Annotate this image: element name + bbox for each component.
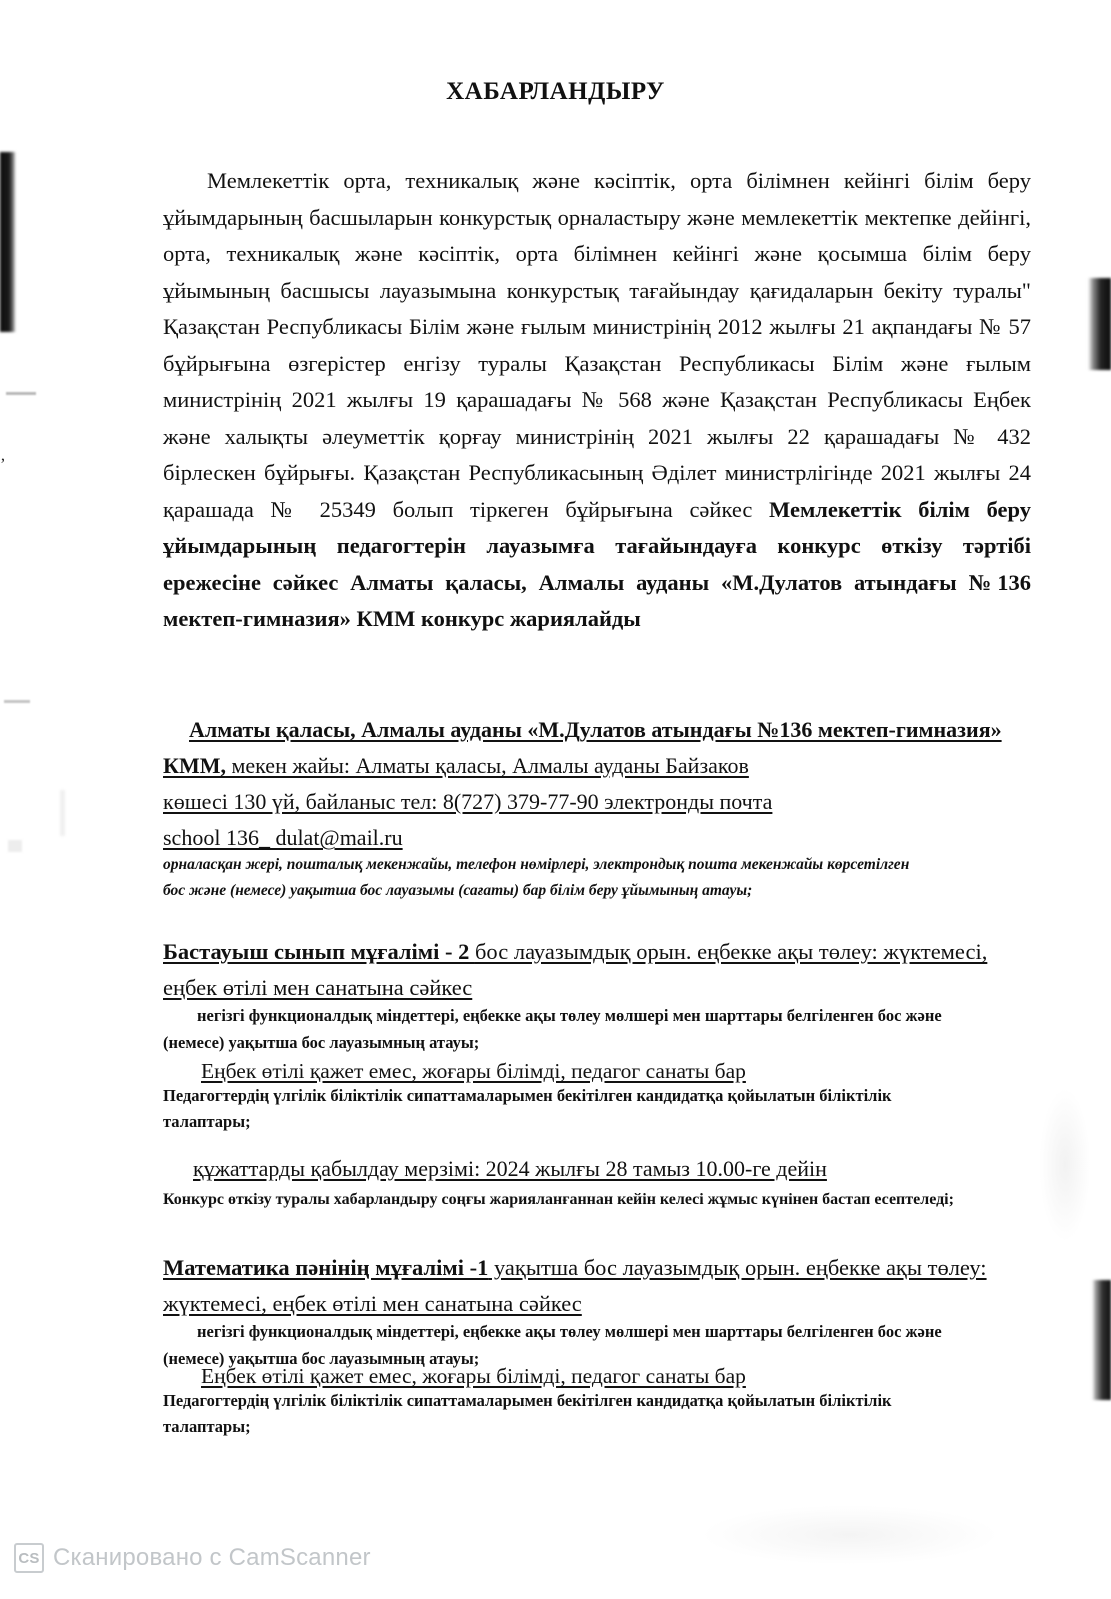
application-deadline: құжаттарды қабылдау мерзімі: 2024 жылғы 28 тамыз 10.00-ге дейін [193,1156,827,1181]
page-title: ХАБАРЛАНДЫРУ [446,78,665,105]
scan-speck-a [6,392,36,395]
main-paragraph [163,163,1031,638]
organization-email[interactable]: school 136_ dulat@mail.ru [163,825,403,850]
address-caption-line-1: орналасқан жері, пошталық мекенжайы, телефон нөмірлері, электрондық пошта мекенжайы көрсетілген [163,856,910,873]
address-caption-line-2: бос және (немесе) уақытша бос лауазымы (сағаты) бар білім беру ұйымының атауы; [163,882,753,899]
camscanner-watermark [14,1543,371,1573]
vacancy-2-qual-line-1: Педагогтердің үлгілік біліктілік сипаттамаларымен бекітілген кандидатқа қойылатын біліктілік [163,1391,892,1410]
scan-speck-b: ʼ [0,455,6,474]
vacancy-1-title [163,934,1031,1006]
vacancy-1-title-rest: бос лауазымдық орын. еңбекке ақы төлеу: жүктемесі, еңбек өтілі мен санатына сәйкес [163,939,988,1000]
scan-edge-artifact-right-top [1088,278,1111,370]
scan-smudge-bottom [700,1505,1000,1565]
scan-edge-artifact-right-bottom [1092,1280,1111,1400]
vacancy-1-qualification-note [163,1083,963,1135]
vacancy-2-title [163,1250,1031,1322]
vacancy-1-qual-line-1: Педагогтердің үлгілік біліктілік сипаттамаларымен бекітілген кандидатқа қойылатын біліктілік [163,1086,892,1105]
vacancy-2-requirements: Еңбек өтілі қажет емес, жоғары білімді, педагог санаты бар [201,1364,746,1388]
vacancy-2-qual-line-2: талаптары; [163,1417,251,1436]
vacancy-2-note-text-1: негізгі функционалдық міндеттері, еңбекке ақы төлеу мөлшері мен шарттары белгіленген бос және [197,1322,942,1341]
scan-speck-e [60,790,65,836]
organization-address-line-2: көшесі 130 үй, байланыс тел: 8(727) 379-77-90 электронды почта [163,789,773,814]
vacancy-1-title-bold: Бастауыш сынып мұғалімі - 2 [163,939,475,964]
vacancy-2-note-line-2: (немесе) уақытша бос лауазымның атауы; [163,1349,480,1368]
organization-address-label: мекен жайы: Алматы қаласы, Алмалы ауданы Байзаков [225,753,749,778]
vacancy-2-title-rest: уақытша бос лауазымдық орын. еңбекке ақы төлеу: жүктемесі, еңбек өтілі мен санатына сәйкес [163,1255,987,1316]
organization-address-block [163,712,1031,856]
camscanner-logo-icon: CS [14,1543,44,1573]
vacancy-2-note-line-1 [163,1318,1031,1345]
application-deadline-note: Конкурс өткізу туралы хабарландыру соңғы жарияланғаннан кейін келесі жұмыс күнінен бастап есептеледі; [163,1191,954,1208]
organization-name: Алматы қаласы, Алмалы ауданы «М.Дулатов атындағы №136 мектеп-гимназия» КММ, [163,717,1002,778]
vacancy-1-note-text-1: негізгі функционалдық міндеттері, еңбекке ақы төлеу мөлшері мен шарттары белгіленген бос және [197,1006,942,1025]
vacancy-1-requirements: Еңбек өтілі қажет емес, жоғары білімді, педагог санаты бар [201,1059,746,1083]
scan-edge-artifact-left [0,152,16,332]
vacancy-1-qual-line-2: талаптары; [163,1112,251,1131]
main-paragraph-part-2-bold: Мемлекеттік білім беру ұйымдарының педагогтерін лауазымға тағайындауға конкурс өткізу тәртібі ережесіне сәйкес Алматы қаласы, Алмалы ауданы «М.Дулатов атындағы №136 мектеп-гимназия» КММ конкурс жариялайды [163,496,1031,631]
scan-smudge-right [1040,1090,1090,1240]
scan-speck-d [8,840,22,852]
vacancy-1-note-line-1 [163,1002,1031,1029]
vacancy-1-note-line-2: (немесе) уақытша бос лауазымның атауы; [163,1033,480,1052]
scan-speck-c [4,700,30,703]
vacancy-2-qualification-note [163,1388,963,1440]
main-paragraph-part-1: Мемлекеттік орта, техникалық және кәсіптік, орта білімнен кейінгі білім беру ұйымдарының басшыларын конкурстық орналастыру және мемлекеттік мектепке дейінгі, орта, техникалық және кәсіптік, орта білімнен кейінгі және қосымша білім беру ұйымының басшысы лауазымына конкурстық тағайындау қағидаларын бекіту туралы" Қазақстан Республикасы Білім және ғылым министрінің 2012 жылғы 21 ақпандағы № 57 бұйрығына өзгерістер енгізу туралы Қазақстан Республикасы Білім және ғылым министрінің 2021 жылғы 19 қарашадағы № 568 және Қазақстан Республикасы Еңбек және халықты әлеуметтік қорғау министрінің 2021 жылғы 22 қарашадағы № 432 бірлескен бұйрығы. Қазақстан Республикасының Әділет министрлігінде 2021 жылғы 24 қарашада № 25349 болып тіркеген бұйрығына сәйкес [163,168,1031,522]
camscanner-watermark-text: Сканировано с CamScanner [53,1544,371,1571]
vacancy-2-title-bold: Математика пәнінің мұғалімі -1 [163,1255,489,1280]
vacancy-1-note [163,1002,1031,1056]
address-caption [163,852,1011,904]
organization-name-line [163,712,1031,784]
